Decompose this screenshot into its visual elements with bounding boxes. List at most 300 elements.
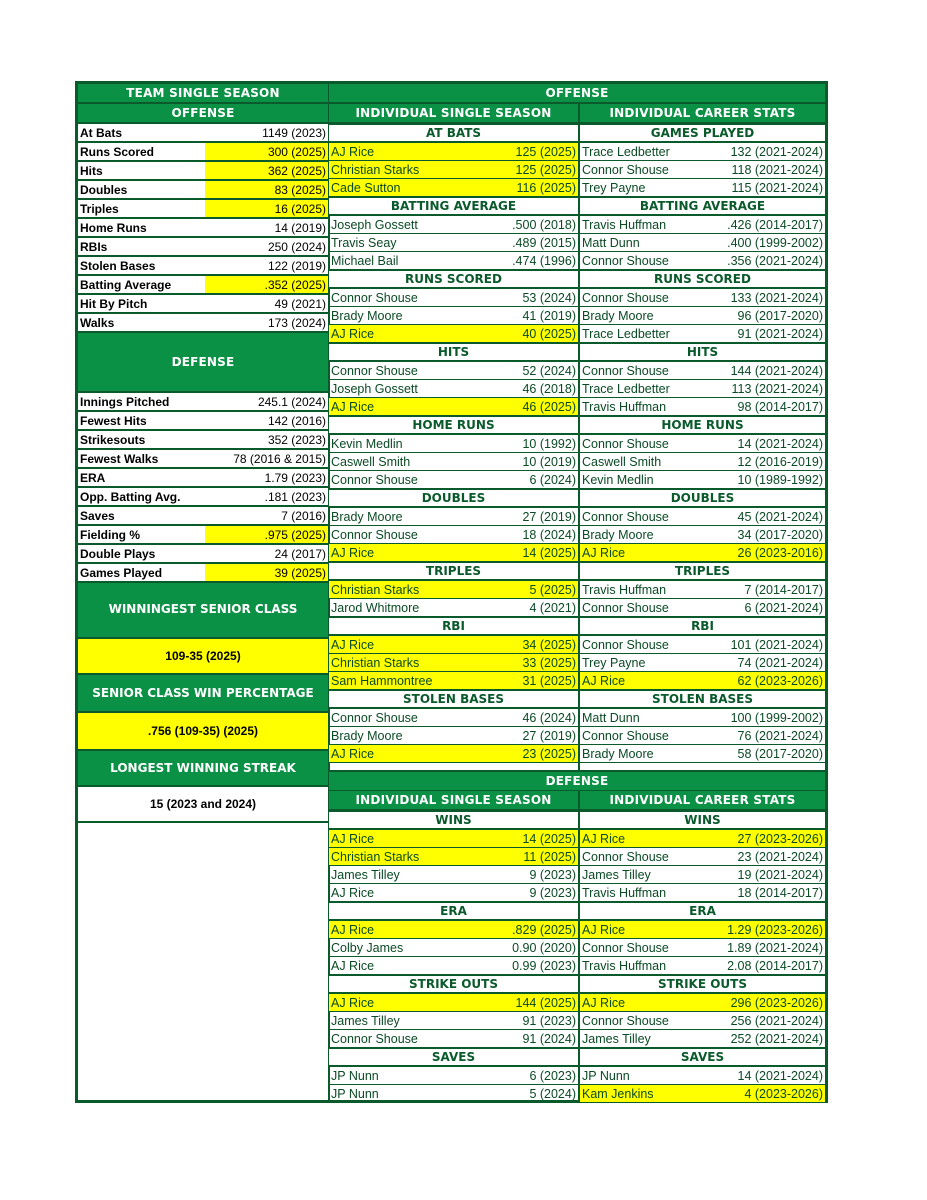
team-record-row	[78, 450, 328, 469]
record-row	[329, 435, 578, 453]
player-name: Connor Shouse	[331, 364, 418, 378]
record-value: 27 (2019)	[522, 510, 576, 524]
player-name: Connor Shouse	[582, 510, 669, 524]
record-row	[580, 289, 825, 307]
record-value: .829 (2025)	[512, 923, 576, 937]
team-single-season-header: TEAM SINGLE SEASON	[78, 84, 328, 104]
record-value: 49 (2021)	[274, 297, 326, 311]
record-value: 2.08 (2014-2017)	[727, 959, 823, 973]
category-header: ERA	[580, 902, 825, 921]
player-name: AJ Rice	[331, 886, 375, 900]
category-header: BATTING AVERAGE	[329, 197, 578, 216]
player-name: AJ Rice	[331, 832, 375, 846]
player-name: Connor Shouse	[582, 601, 669, 615]
team-defense-list	[78, 393, 328, 583]
record-value: 173 (2024)	[267, 316, 326, 330]
record-value: 31 (2025)	[522, 674, 576, 688]
player-name: Kevin Medlin	[582, 473, 654, 487]
record-value: 18 (2024)	[522, 528, 576, 542]
player-name: AJ Rice	[331, 546, 375, 560]
record-value: 52 (2024)	[522, 364, 576, 378]
record-value: 76 (2021-2024)	[737, 729, 823, 743]
record-row	[329, 325, 578, 343]
offense-single-season-list	[329, 124, 578, 763]
record-value: 74 (2021-2024)	[737, 656, 823, 670]
record-name: Double Plays	[80, 547, 156, 561]
record-name: Triples	[80, 202, 119, 216]
player-name: Connor Shouse	[582, 1014, 669, 1028]
record-name: Strikesouts	[80, 433, 146, 447]
record-row	[580, 830, 825, 848]
player-name: Travis Huffman	[582, 218, 667, 232]
player-name: Travis Seay	[331, 236, 397, 250]
player-name: Christian Starks	[331, 850, 420, 864]
record-row	[329, 1085, 578, 1103]
record-value: 1.89 (2021-2024)	[727, 941, 823, 955]
senior-class-win-percentage-value: .756 (109-35) (2025)	[78, 713, 328, 751]
player-name: AJ Rice	[582, 546, 626, 560]
record-value: 252 (2021-2024)	[730, 1032, 823, 1046]
record-value: 39 (2025)	[205, 564, 328, 581]
record-value: 98 (2014-2017)	[737, 400, 823, 414]
record-name: Walks	[80, 316, 115, 330]
player-name: AJ Rice	[331, 996, 375, 1010]
player-name: James Tilley	[582, 1032, 651, 1046]
category-header: HOME RUNS	[329, 416, 578, 435]
record-row	[580, 994, 825, 1012]
team-record-row	[78, 488, 328, 507]
record-value: 100 (1999-2002)	[730, 711, 823, 725]
record-row	[580, 636, 825, 654]
record-value: 9 (2023)	[529, 868, 576, 882]
record-name: Fewest Hits	[80, 414, 147, 428]
record-row	[329, 179, 578, 197]
category-header: STOLEN BASES	[329, 690, 578, 709]
team-single-season-column	[78, 84, 330, 1100]
record-value: .352 (2025)	[205, 276, 328, 293]
offense-section	[329, 84, 825, 104]
record-row	[580, 1067, 825, 1085]
record-value: 142 (2016)	[267, 414, 326, 428]
record-value: 14 (2025)	[522, 832, 576, 846]
record-row	[580, 939, 825, 957]
record-value: 101 (2021-2024)	[730, 638, 823, 652]
winningest-senior-class-value: 109-35 (2025)	[78, 639, 328, 675]
category-header: WINS	[580, 811, 825, 830]
record-row	[329, 994, 578, 1012]
player-name: Jarod Whitmore	[331, 601, 420, 615]
offense-career-list	[580, 124, 825, 763]
player-name: Christian Starks	[331, 163, 420, 177]
category-header: WINS	[329, 811, 578, 830]
category-header: RBI	[329, 617, 578, 636]
record-row	[580, 921, 825, 939]
defense-section	[329, 770, 825, 792]
record-row	[580, 398, 825, 416]
player-name: Trace Ledbetter	[582, 382, 670, 396]
team-defense-header: DEFENSE	[78, 333, 328, 393]
record-row	[580, 307, 825, 325]
player-name: Connor Shouse	[582, 163, 669, 177]
record-row	[580, 362, 825, 380]
record-name: Batting Average	[80, 278, 172, 292]
record-row	[580, 544, 825, 562]
category-header: STRIKE OUTS	[580, 975, 825, 994]
category-header: GAMES PLAYED	[580, 124, 825, 143]
record-value: 9 (2023)	[529, 886, 576, 900]
record-value: 12 (2016-2019)	[737, 455, 823, 469]
record-row	[329, 745, 578, 763]
record-value: 115 (2021-2024)	[731, 181, 823, 195]
record-value: 6 (2024)	[529, 473, 576, 487]
player-name: James Tilley	[331, 868, 400, 882]
team-record-row	[78, 276, 328, 295]
record-row	[329, 252, 578, 270]
record-value: 125 (2025)	[515, 145, 576, 159]
record-row	[329, 1030, 578, 1048]
team-record-row	[78, 257, 328, 276]
record-row	[329, 1067, 578, 1085]
record-value: 7 (2014-2017)	[744, 583, 823, 597]
player-name: Matt Dunn	[582, 711, 640, 725]
record-value: 27 (2023-2026)	[737, 832, 823, 846]
team-record-row	[78, 545, 328, 564]
player-name: Travis Huffman	[582, 583, 667, 597]
record-value: 296 (2023-2026)	[730, 996, 823, 1010]
player-name: Brady Moore	[331, 309, 403, 323]
record-row	[329, 957, 578, 975]
record-row	[329, 143, 578, 161]
record-row	[580, 252, 825, 270]
record-value: .474 (1996)	[512, 254, 576, 268]
category-header: BATTING AVERAGE	[580, 197, 825, 216]
offense-header: OFFENSE	[329, 84, 825, 104]
category-header: DOUBLES	[329, 489, 578, 508]
player-name: Brady Moore	[582, 528, 654, 542]
record-row	[329, 866, 578, 884]
record-value: .356 (2021-2024)	[727, 254, 823, 268]
record-row	[329, 398, 578, 416]
team-record-row	[78, 295, 328, 314]
record-value: 132 (2021-2024)	[730, 145, 823, 159]
record-value: 96 (2017-2020)	[737, 309, 823, 323]
team-record-row	[78, 238, 328, 257]
record-row	[580, 848, 825, 866]
player-name: Christian Starks	[331, 656, 420, 670]
category-header: RBI	[580, 617, 825, 636]
record-value: 5 (2025)	[529, 583, 576, 597]
record-row	[580, 745, 825, 763]
record-row	[329, 234, 578, 252]
team-record-row	[78, 124, 328, 143]
team-record-row	[78, 526, 328, 545]
records-sheet	[75, 81, 828, 1103]
record-value: 6 (2021-2024)	[744, 601, 823, 615]
record-value: 26 (2023-2016)	[737, 546, 823, 560]
record-value: 34 (2025)	[522, 638, 576, 652]
record-value: 4 (2023-2026)	[744, 1087, 823, 1101]
record-value: 46 (2018)	[522, 382, 576, 396]
player-name: Connor Shouse	[582, 364, 669, 378]
player-name: AJ Rice	[331, 923, 375, 937]
record-name: ERA	[80, 471, 106, 485]
record-row	[580, 581, 825, 599]
player-name: Caswell Smith	[331, 455, 411, 469]
team-record-row	[78, 431, 328, 450]
record-name: Runs Scored	[80, 145, 155, 159]
category-header: SAVES	[580, 1048, 825, 1067]
player-name: Trace Ledbetter	[582, 145, 670, 159]
record-value: 23 (2021-2024)	[737, 850, 823, 864]
team-record-row	[78, 162, 328, 181]
record-value: 6 (2023)	[529, 1069, 576, 1083]
record-value: 45 (2021-2024)	[737, 510, 823, 524]
category-header: HITS	[580, 343, 825, 362]
player-name: AJ Rice	[331, 959, 375, 973]
player-name: Joseph Gossett	[331, 218, 418, 232]
record-row	[580, 526, 825, 544]
category-header: RUNS SCORED	[329, 270, 578, 289]
category-header: TRIPLES	[329, 562, 578, 581]
record-row	[580, 143, 825, 161]
offense-single-season-column	[329, 104, 580, 780]
record-row	[580, 380, 825, 398]
category-header: STOLEN BASES	[580, 690, 825, 709]
team-record-row	[78, 564, 328, 583]
winningest-senior-class-header: WINNINGEST SENIOR CLASS	[78, 583, 328, 639]
player-name: Michael Bail	[331, 254, 399, 268]
record-name: Games Played	[80, 566, 163, 580]
record-value: 78 (2016 & 2015)	[233, 452, 326, 466]
record-value: 118 (2021-2024)	[731, 163, 823, 177]
record-value: 10 (1989-1992)	[737, 473, 823, 487]
record-value: 24 (2017)	[274, 547, 326, 561]
record-name: Fielding %	[80, 528, 140, 542]
record-row	[329, 380, 578, 398]
record-row	[329, 362, 578, 380]
player-name: Travis Huffman	[582, 400, 667, 414]
record-row	[580, 654, 825, 672]
record-name: RBIs	[80, 240, 108, 254]
player-name: Connor Shouse	[582, 291, 669, 305]
record-value: 362 (2025)	[205, 162, 328, 179]
player-name: Connor Shouse	[331, 473, 418, 487]
record-row	[580, 1030, 825, 1048]
player-name: Travis Huffman	[582, 886, 667, 900]
record-value: 19 (2021-2024)	[737, 868, 823, 882]
record-value: 91 (2024)	[522, 1032, 576, 1046]
record-row	[580, 866, 825, 884]
record-value: 11 (2025)	[523, 850, 576, 864]
record-row	[580, 179, 825, 197]
record-row	[329, 636, 578, 654]
record-value: 27 (2019)	[522, 729, 576, 743]
record-row	[580, 234, 825, 252]
record-name: Doubles	[80, 183, 128, 197]
record-value: 1.79 (2023)	[264, 471, 326, 485]
team-record-row	[78, 393, 328, 412]
defense-header: DEFENSE	[329, 770, 825, 792]
record-row	[329, 471, 578, 489]
longest-winning-streak-value: 15 (2023 and 2024)	[78, 787, 328, 823]
record-value: 300 (2025)	[205, 143, 328, 160]
record-value: 46 (2025)	[522, 400, 576, 414]
record-value: 83 (2025)	[205, 181, 328, 198]
record-row	[580, 216, 825, 234]
record-value: 0.99 (2023)	[512, 959, 576, 973]
record-name: Hit By Pitch	[80, 297, 148, 311]
record-row	[329, 727, 578, 745]
record-row	[329, 654, 578, 672]
player-name: AJ Rice	[331, 400, 375, 414]
player-name: Connor Shouse	[331, 528, 418, 542]
player-name: Sam Hammontree	[331, 674, 433, 688]
record-row	[580, 435, 825, 453]
record-value: 122 (2019)	[267, 259, 326, 273]
record-value: 14 (2019)	[274, 221, 326, 235]
player-name: Connor Shouse	[582, 254, 669, 268]
record-value: 41 (2019)	[522, 309, 576, 323]
player-name: Travis Huffman	[582, 959, 667, 973]
team-record-row	[78, 219, 328, 238]
record-value: 7 (2016)	[281, 509, 326, 523]
record-row	[329, 289, 578, 307]
record-row	[329, 453, 578, 471]
record-value: 34 (2017-2020)	[737, 528, 823, 542]
category-header: HOME RUNS	[580, 416, 825, 435]
player-name: AJ Rice	[582, 832, 626, 846]
record-value: 91 (2023)	[522, 1014, 576, 1028]
record-row	[329, 599, 578, 617]
record-value: 10 (2019)	[522, 455, 576, 469]
record-row	[580, 471, 825, 489]
record-row	[580, 161, 825, 179]
player-name: AJ Rice	[582, 674, 626, 688]
player-name: James Tilley	[582, 868, 651, 882]
player-name: Cade Sutton	[331, 181, 401, 195]
record-value: .400 (1999-2002)	[727, 236, 823, 250]
record-value: 125 (2025)	[515, 163, 576, 177]
record-row	[329, 921, 578, 939]
defense-career-column	[580, 791, 825, 1100]
record-value: 10 (1992)	[522, 437, 576, 451]
offense-career-column	[580, 104, 825, 780]
record-row	[580, 727, 825, 745]
record-row	[329, 848, 578, 866]
player-name: Brady Moore	[331, 729, 403, 743]
record-value: 4 (2021)	[529, 601, 576, 615]
record-row	[580, 453, 825, 471]
defense-single-season-list	[329, 811, 578, 1103]
player-name: AJ Rice	[331, 145, 375, 159]
record-value: 16 (2025)	[205, 200, 328, 217]
player-name: Colby James	[331, 941, 404, 955]
record-value: 14 (2021-2024)	[737, 1069, 823, 1083]
category-header: TRIPLES	[580, 562, 825, 581]
record-row	[580, 599, 825, 617]
team-record-row	[78, 314, 328, 333]
category-header: HITS	[329, 343, 578, 362]
record-value: 14 (2025)	[522, 546, 576, 560]
record-row	[580, 957, 825, 975]
player-name: Matt Dunn	[582, 236, 640, 250]
record-row	[580, 325, 825, 343]
offense-single-season-header: INDIVIDUAL SINGLE SEASON	[329, 104, 578, 124]
player-name: Kam Jenkins	[582, 1087, 654, 1101]
record-value: 250 (2024)	[267, 240, 326, 254]
team-record-row	[78, 469, 328, 488]
record-row	[580, 709, 825, 727]
record-value: 1149 (2023)	[262, 126, 326, 140]
team-record-row	[78, 181, 328, 200]
record-value: 33 (2025)	[522, 656, 576, 670]
player-name: Brady Moore	[582, 309, 654, 323]
player-name: Connor Shouse	[582, 437, 669, 451]
record-value: 144 (2021-2024)	[730, 364, 823, 378]
player-name: JP Nunn	[582, 1069, 630, 1083]
defense-single-season-column	[329, 791, 580, 1100]
category-header: DOUBLES	[580, 489, 825, 508]
player-name: AJ Rice	[582, 996, 626, 1010]
record-value: 5 (2024)	[529, 1087, 576, 1101]
record-row	[329, 1012, 578, 1030]
record-row	[329, 216, 578, 234]
record-value: 0.90 (2020)	[512, 941, 576, 955]
record-row	[329, 672, 578, 690]
record-value: .975 (2025)	[205, 526, 328, 543]
team-record-row	[78, 412, 328, 431]
record-name: Hits	[80, 164, 103, 178]
player-name: Connor Shouse	[331, 291, 418, 305]
record-value: 23 (2025)	[522, 747, 576, 761]
record-row	[329, 508, 578, 526]
category-header: AT BATS	[329, 124, 578, 143]
record-row	[580, 1085, 825, 1103]
record-name: Saves	[80, 509, 115, 523]
record-row	[329, 526, 578, 544]
record-row	[329, 544, 578, 562]
record-value: 256 (2021-2024)	[730, 1014, 823, 1028]
defense-career-list	[580, 811, 825, 1103]
player-name: Christian Starks	[331, 583, 420, 597]
longest-winning-streak-header: LONGEST WINNING STREAK	[78, 751, 328, 787]
record-row	[329, 581, 578, 599]
record-value: 144 (2025)	[515, 996, 576, 1010]
player-name: Kevin Medlin	[331, 437, 403, 451]
record-row	[329, 884, 578, 902]
record-name: Innings Pitched	[80, 395, 170, 409]
player-name: Brady Moore	[331, 510, 403, 524]
player-name: AJ Rice	[582, 923, 626, 937]
record-value: 133 (2021-2024)	[730, 291, 823, 305]
player-name: Joseph Gossett	[331, 382, 418, 396]
record-row	[580, 672, 825, 690]
player-name: JP Nunn	[331, 1087, 379, 1101]
record-name: At Bats	[80, 126, 123, 140]
record-name: Home Runs	[80, 221, 147, 235]
player-name: Connor Shouse	[582, 638, 669, 652]
record-row	[580, 508, 825, 526]
record-row	[329, 939, 578, 957]
record-value: 113 (2021-2024)	[731, 382, 823, 396]
record-row	[329, 830, 578, 848]
category-header: STRIKE OUTS	[329, 975, 578, 994]
record-value: 352 (2023)	[267, 433, 326, 447]
offense-career-header: INDIVIDUAL CAREER STATS	[580, 104, 825, 124]
defense-career-header: INDIVIDUAL CAREER STATS	[580, 791, 825, 811]
team-offense-list	[78, 124, 328, 333]
player-name: Connor Shouse	[582, 941, 669, 955]
